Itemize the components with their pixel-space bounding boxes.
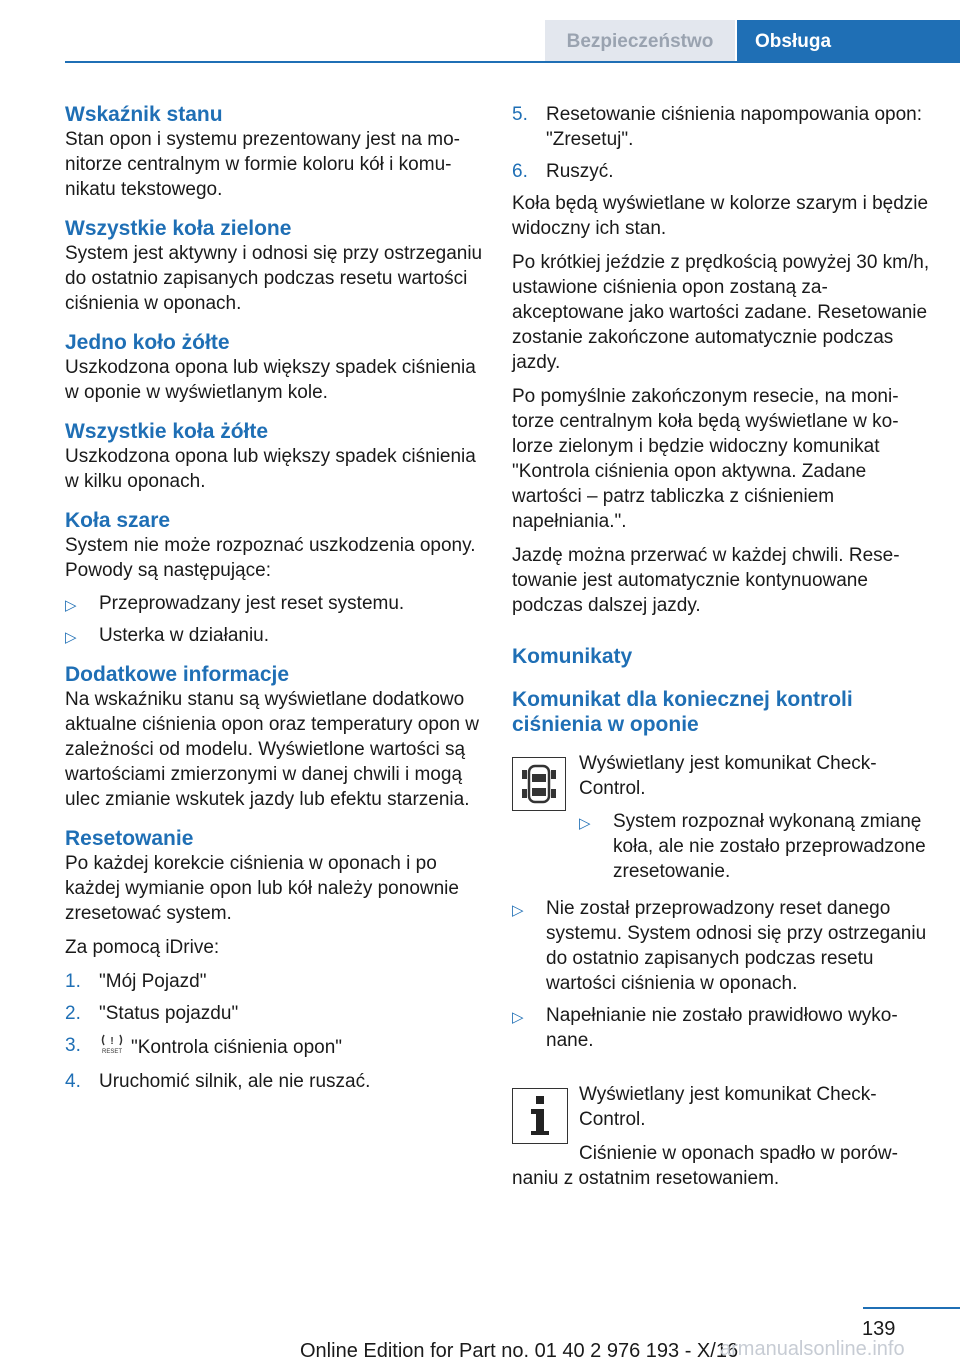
paragraph: Koła będą wyświetlane w kolorze szarym i będzie widoczny ich stan. [512, 193, 929, 239]
tab-safety[interactable]: Bezpieczeństwo [545, 20, 735, 61]
heading-reset: Resetowanie [65, 827, 194, 850]
section-grey [65, 508, 483, 648]
paragraph: Jazdę można przerwać w każdej chwili. Resetowanie jest automatycznie kontynuowane podczas dalszej jazdy. [512, 545, 900, 616]
list-item-text: "Mój Pojazd" [99, 971, 207, 992]
step-number: 5. [512, 104, 528, 125]
heading-all-green: Wszystkie koła zielone [65, 217, 292, 240]
paragraph: Za pomocą iDrive: [65, 937, 220, 958]
paragraph: Ciśnienie w oponach spadło w porównaniu z ostatnim resetowaniem. [512, 1143, 898, 1189]
step-number: 4. [65, 1071, 81, 1092]
message-block-info [512, 1082, 932, 1191]
paragraph: System jest aktywny i odnosi się przy ostrzeganiu do ostatnio zapisanych podczas resetu wartości ciśnienia w oponach. [65, 243, 483, 314]
svg-text:!: ! [110, 1036, 114, 1047]
triangle-right-icon: ▷ [512, 1009, 524, 1026]
list-item-text: Ruszyć. [546, 161, 614, 182]
triangle-right-icon: ▷ [65, 629, 77, 646]
watermark: armanualsonline.info [720, 1338, 905, 1360]
list-item-text: "Kontrola ciśnienia opon" [131, 1037, 343, 1058]
reset-icon-text: RESET [101, 1049, 123, 1055]
list-item-text: Usterka w działaniu. [99, 625, 270, 646]
section-additional-info [65, 662, 483, 812]
list-item-text: System rozpoznał wykonaną zmianę koła, ale nie zostało przeprowadzone zresetowanie. [613, 811, 926, 882]
heading-one-yellow: Jedno koło żółte [65, 331, 230, 354]
paragraph: Wyświetlany jest komunikat Check-Control. [579, 753, 877, 799]
section-status-indicator [65, 102, 483, 202]
list-item [512, 896, 932, 996]
list-item-text: Przeprowadzany jest reset systemu. [99, 593, 405, 614]
header-rule [65, 61, 960, 63]
list-item [65, 1033, 483, 1062]
triangle-right-icon: ▷ [579, 815, 591, 832]
triangle-right-icon: ▷ [65, 597, 77, 614]
paragraph: Po każdej korekcie ciśnienia w oponach i po każdej wymianie opon lub kół należy ponownie zresetować system. [65, 853, 459, 924]
list-item-text: Napełnianie nie zostało prawidłowo wykonane. [546, 1005, 898, 1051]
list-item [65, 1069, 483, 1094]
message-block-check-control [512, 751, 932, 884]
list-item [512, 1003, 932, 1053]
footer-rule [863, 1307, 960, 1309]
right-column [512, 102, 932, 1191]
section-one-yellow [65, 330, 483, 405]
list-item [512, 102, 932, 152]
step-number: 2. [65, 1003, 81, 1024]
paragraph: Uszkodzona opona lub większy spadek ciśnienia w kilku oponach. [65, 446, 476, 492]
list-item [65, 591, 483, 616]
heading-all-yellow: Wszystkie koła żółte [65, 420, 269, 443]
list-item-text: Uruchomić silnik, ale nie ruszać. [99, 1071, 371, 1092]
list-item [65, 969, 483, 994]
section-all-yellow [65, 419, 483, 494]
list-item [512, 159, 932, 184]
paragraph: Stan opon i systemu prezentowany jest na monitorze centralnym w formie koloru kół i komunikatu tekstowego. [65, 129, 460, 200]
edition-line: Online Edition for Part no. 01 40 2 976 193 - X/16 [300, 1340, 739, 1362]
list-item [65, 1001, 483, 1026]
paragraph: Uszkodzona opona lub większy spadek ciśnienia w oponie w wyświetlanym kole. [65, 357, 476, 403]
car-tire-warning-icon [512, 757, 566, 811]
section-reset [65, 826, 483, 1094]
heading-messages: Komunikaty [512, 645, 633, 668]
paragraph: Po pomyślnie zakończonym resecie, na monitorze centralnym koła będą wyświetlane w kolorze zielonym i będzie widoczny komunikat "Kontrola ciśnienia opon aktywna. Zadane wartości – patrz tabliczka z ciśnieniem napełniania.". [512, 386, 899, 532]
heading-pressure-check-message: Komunikat dla koniecznej kontroli ciśnienia w oponie [512, 688, 853, 736]
heading-status-indicator: Wskaźnik stanu [65, 103, 223, 126]
info-icon [512, 1088, 568, 1144]
left-column [65, 102, 483, 1108]
heading-additional-info: Dodatkowe informacje [65, 663, 290, 686]
paragraph: Po krótkiej jeździe z prędkością powyżej 30 km/h, ustawione ciśnienia opon zostaną zaakceptowane jako wartości zadane. Resetowanie zostanie zakończone automatycznie podczas jazdy. [512, 252, 930, 373]
page-number: 139 [862, 1318, 896, 1340]
paragraph: System nie może rozpoznać uszkodzenia opony. Powody są następujące: [65, 535, 476, 581]
list-item-text: "Status pojazdu" [99, 1003, 239, 1024]
step-number: 1. [65, 971, 81, 992]
list-item [65, 623, 483, 648]
list-item-text: Nie został przeprowadzony reset danego systemu. System odnosi się przy ostrzeganiu do ostatnio zapisanych podczas resetu wartości ciśnienia w oponach. [546, 898, 927, 994]
step-number: 3. [65, 1035, 81, 1056]
list-item-text: Resetowanie ciśnienia napompowania opon: "Zresetuj". [546, 104, 923, 150]
triangle-right-icon: ▷ [512, 902, 524, 919]
section-all-green [65, 216, 483, 316]
list-item [579, 809, 932, 884]
paragraph: Wyświetlany jest komunikat Check-Control. [579, 1084, 877, 1130]
step-number: 6. [512, 161, 528, 182]
tire-reset-icon [99, 1033, 125, 1062]
tab-operation[interactable]: Obsługa [737, 20, 960, 61]
paragraph: Na wskaźniku stanu są wyświetlane dodatkowo aktualne ciśnienia opon oraz temperatury opon w zależności od modelu. Wyświetlone wartości są wartościami zmierzonymi w danej chwili i mogą ulec zmianie wskutek jazdy lub efektu starzenia. [65, 689, 480, 810]
heading-grey: Koła szare [65, 509, 171, 532]
